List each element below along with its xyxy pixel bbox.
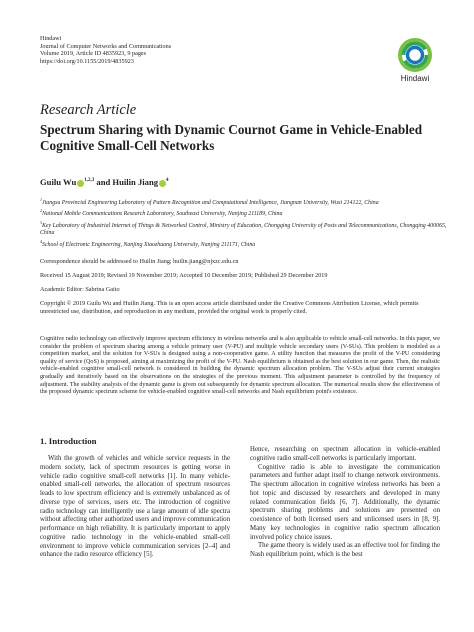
copyright-notice: Copyright © 2019 Guilu Wu and Huilin Jiang. This is an open access article distributed under the Creative Commons Attribution License, which permits unrestricted use, distribution, and reproduction in any medium, provided the original work is properly cited. bbox=[40, 300, 419, 315]
paragraph: Hence, researching on spectrum allocation in vehicle-enabled cognitive radio small-cell networks is particularly important. bbox=[250, 446, 440, 462]
author-superscript: 1,2,3 bbox=[84, 178, 95, 184]
article-title: Spectrum Sharing with Dynamic Cournot Game in Vehicle-Enabled Cognitive Small-Cell Networks bbox=[40, 122, 423, 153]
logo-text: Hindawi bbox=[400, 74, 430, 83]
author-list bbox=[40, 177, 169, 187]
article-type: Research Article bbox=[40, 102, 137, 118]
correspondence: Correspondence should be addressed to Huilin Jiang; huilin.jiang@njxzc.edu.cn bbox=[40, 258, 239, 265]
affiliation-item: $^2$National Mobile Communications Research Laboratory, Southeast University, Nanjing 211189, China bbox=[40, 208, 283, 218]
author-name[interactable]: Huilin Jiang bbox=[112, 177, 159, 187]
affiliation-item: $^4$School of Electronic Engineering, Nanjing Xiaozhuang University, Nanjing 211171, China bbox=[40, 238, 256, 248]
author-superscript: 4 bbox=[166, 178, 169, 184]
paragraph: The game theory is widely used as an effective tool for finding the Nash equilibrium point, which is the best bbox=[250, 542, 440, 558]
affiliation-item: $^3$Key Laboratory of Industrial Internet of Things & Networked Control, Ministry of Education, Chongqing University of Posts and Telecommunications, Chongqing 400065, China bbox=[40, 219, 447, 237]
doi-link[interactable]: https://doi.org/10.1155/2019/4835923 bbox=[40, 57, 134, 65]
body-column-right bbox=[250, 446, 440, 560]
abstract: Cognitive radio technology can effectively improve spectrum efficiency in wireless networks and is also applicable to vehicle small-cell networks. In this paper, we consider the problem of spectrum sharing among a vehicle primary user (V-PU) and multiple vehicle secondary users (V-SUs). This problem is modeled as a competition market, and the solution for V-SUs is designed using a non-cooperative game. A utility function that measures the profit of the V-PU considering quality of service (QoS) is proposed, aiming at maximizing the profit of the V-PU. Nash equilibrium is obtained as the best solution in our game. Then, the realistic vehicle-enabled cognitive small-cell network is considered in building the dynamic spectrum allocation problem. The V-SUs adjust their current strategies gradually and iteratively based on the observations on the strategies of the previous moment. This adjustment parameter is controlled by the frequency of adjustment. The stability analysis of the dynamic game is given out subsequently for dynamic spectrum allocation. The numerical results show the effectiveness of the proposed dynamic spectrum scheme for vehicle-enabled cognitive small-cell networks and Nash equilibrium point's existence. bbox=[40, 336, 440, 396]
journal-info bbox=[40, 35, 171, 65]
publisher-name: Hindawi bbox=[40, 35, 62, 42]
journal-name: Journal of Computer Networks and Communications bbox=[40, 42, 172, 50]
affiliations bbox=[40, 196, 450, 249]
paragraph: Cognitive radio is able to investigate the communication parameters and further adapt itself to change network environments. The spectrum allocation in cognitive wireless networks has been a hot topic and discussed by researchers and developed in many related communication fields [6, 7]. Additionally, the dynamic spectrum sharing problems and solutions are presented on coexistence of both licensed users and unlicensed users in [8, 9]. Many key technologies in cognitive radio spectrum allocation involved policy choice issues. bbox=[250, 463, 440, 541]
body-column-left bbox=[40, 455, 230, 560]
section-heading: 1. Introduction bbox=[40, 436, 97, 446]
author-conjunction: and bbox=[96, 177, 111, 187]
paragraph: With the growth of vehicles and vehicle service requests in the modern society, lack of spectrum resources is getting worse in vehicle radio cognitive small-cell networks [1]. In many vehicle-enabled small-cell networks, the allocation of spectrum resources leads to low spectrum efficiency and is extremely unbalanced as of diverse type of services, users etc. The introduction of cognitive radio technology can intelligently use a large amount of idle spectra without affecting other authorized users and improve communication performance on high reliability. It is particularly important to apply cognitive radio technology in the vehicle-enabled small-cell environment to improve vehicle communication services [2–4] and enhance the radio resource efficiency [5]. bbox=[40, 455, 230, 559]
orcid-icon[interactable] bbox=[159, 180, 166, 187]
author-name[interactable]: Guilu Wu bbox=[40, 177, 77, 187]
publication-dates: Received 15 August 2019; Revised 19 November 2019; Accepted 10 December 2019; Published 29 December 2019 bbox=[40, 272, 328, 279]
volume-line: Volume 2019, Article ID 4835923, 9 pages bbox=[40, 50, 147, 58]
academic-editor: Academic Editor: Sabrina Gaito bbox=[40, 286, 120, 293]
affiliation-item: $^1$Jiangsu Provincial Engineering Laboratory of Pattern Recognition and Computational Intelligence, Jiangnan University, Wuxi 214122, China bbox=[40, 197, 379, 206]
